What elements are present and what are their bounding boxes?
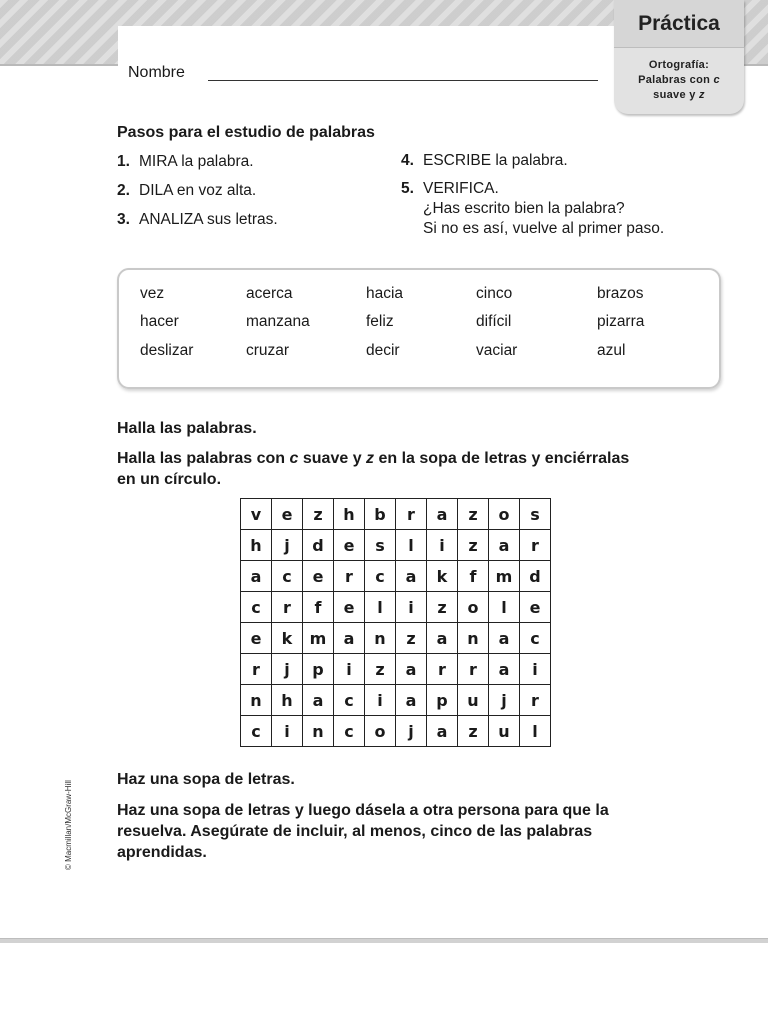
grid-cell[interactable]: a [427,716,458,747]
grid-cell[interactable]: a [241,561,272,592]
grid-cell[interactable]: z [396,623,427,654]
grid-cell[interactable]: c [520,623,551,654]
grid-cell[interactable]: j [489,685,520,716]
grid-cell[interactable]: a [489,623,520,654]
grid-cell[interactable]: l [489,592,520,623]
word: vaciar [476,342,518,359]
grid-cell[interactable]: k [272,623,303,654]
step-4: 4. ESCRIBE la palabra. [401,152,568,169]
grid-cell[interactable]: l [365,592,396,623]
grid-cell[interactable]: r [396,499,427,530]
grid-cell[interactable]: p [303,654,334,685]
practica-title: Práctica [614,0,744,48]
grid-cell[interactable]: f [458,561,489,592]
grid-cell[interactable]: o [365,716,396,747]
grid-cell[interactable]: j [272,654,303,685]
word: deslizar [140,342,194,359]
word: hacer [140,313,179,330]
grid-cell[interactable]: c [334,716,365,747]
word: manzana [246,313,310,330]
grid-cell[interactable]: a [334,623,365,654]
grid-cell[interactable]: a [427,623,458,654]
grid-cell[interactable]: m [303,623,334,654]
grid-cell[interactable]: n [241,685,272,716]
grid-cell[interactable]: a [396,654,427,685]
grid-cell[interactable]: u [458,685,489,716]
practica-subtitle [614,48,744,103]
grid-cell[interactable]: b [365,499,396,530]
grid-cell[interactable]: c [272,561,303,592]
grid-cell[interactable]: e [241,623,272,654]
step-2: 2. DILA en voz alta. [117,182,257,199]
section-title-find: Halla las palabras. [117,420,257,437]
grid-cell[interactable]: j [272,530,303,561]
practica-sub-line3: suave y z [653,89,705,101]
grid-cell[interactable]: k [427,561,458,592]
grid-cell[interactable]: l [396,530,427,561]
word: brazos [597,285,644,302]
grid-cell[interactable]: c [365,561,396,592]
grid-cell[interactable]: n [458,623,489,654]
grid-cell[interactable]: r [520,530,551,561]
grid-row [241,530,551,561]
grid-cell[interactable]: n [365,623,396,654]
grid-cell[interactable]: c [241,592,272,623]
grid-cell[interactable]: z [458,499,489,530]
grid-row [241,716,551,747]
nombre-label: Nombre [128,64,185,81]
grid-cell[interactable]: e [334,530,365,561]
word-search-grid [240,498,551,747]
grid-cell[interactable]: i [427,530,458,561]
word: acerca [246,285,293,302]
grid-cell[interactable]: o [489,499,520,530]
grid-cell[interactable]: i [334,654,365,685]
grid-cell[interactable]: z [458,716,489,747]
grid-cell[interactable]: r [241,654,272,685]
grid-cell[interactable]: a [396,561,427,592]
word-list-box [117,268,721,389]
grid-cell[interactable]: f [303,592,334,623]
grid-cell[interactable]: z [458,530,489,561]
grid-cell[interactable]: i [272,716,303,747]
grid-cell[interactable]: l [520,716,551,747]
grid-cell[interactable]: h [334,499,365,530]
grid-cell[interactable]: p [427,685,458,716]
grid-row [241,685,551,716]
word: hacia [366,285,404,302]
grid-cell[interactable]: m [489,561,520,592]
grid-row [241,654,551,685]
find-instructions: Halla las palabras con c suave y z en la sopa de letras y enciérralas en un círculo. [117,450,630,488]
step-5: 5. VERIFICA. ¿Has escrito bien la palabra? Si no es así, vuelve al primer paso. [401,180,665,237]
copyright: © Macmillan/McGraw-Hill [64,780,73,870]
grid-cell[interactable]: v [241,499,272,530]
nombre-field[interactable] [208,80,598,81]
word: cruzar [246,342,290,359]
grid-cell[interactable]: h [272,685,303,716]
grid-cell[interactable]: r [272,592,303,623]
grid-row [241,592,551,623]
grid-cell[interactable]: z [303,499,334,530]
steps-title: Pasos para el estudio de palabras [117,124,375,141]
grid-cell[interactable]: a [396,685,427,716]
grid-cell[interactable]: i [520,654,551,685]
word: vez [140,285,165,302]
section-title-make: Haz una sopa de letras. [117,771,295,788]
grid-cell[interactable]: s [365,530,396,561]
grid-row [241,623,551,654]
header-panel [118,26,618,96]
word: decir [366,342,400,359]
grid-cell[interactable]: c [334,685,365,716]
grid-cell[interactable]: z [365,654,396,685]
grid-cell[interactable]: i [396,592,427,623]
word: cinco [476,285,513,302]
grid-cell[interactable]: u [489,716,520,747]
grid-cell[interactable]: a [489,654,520,685]
word: pizarra [597,313,645,330]
grid-cell[interactable]: z [427,592,458,623]
grid-row [241,561,551,592]
grid-cell[interactable]: o [458,592,489,623]
make-instructions: Haz una sopa de letras y luego dásela a otra persona para que la resuelva. Asegúrate de incluir, al menos, cinco de las palabras aprendidas. [117,802,609,861]
practica-tab [614,0,744,114]
grid-cell[interactable]: e [520,592,551,623]
footer-rule [0,938,768,943]
grid-cell[interactable]: d [520,561,551,592]
grid-cell[interactable]: a [489,530,520,561]
practica-sub-line1: Ortografía: [648,59,710,71]
step-1: 1. MIRA la palabra. [117,153,254,170]
grid-cell[interactable]: i [365,685,396,716]
practica-sub-line2: Palabras con c [638,74,720,86]
grid-cell[interactable]: d [303,530,334,561]
step-3: 3. ANALIZA sus letras. [117,211,278,228]
grid-cell[interactable]: n [303,716,334,747]
word: azul [597,342,626,359]
word: difícil [476,313,512,330]
grid-cell[interactable]: e [334,592,365,623]
grid-cell[interactable]: e [303,561,334,592]
grid-cell[interactable]: c [241,716,272,747]
grid-cell[interactable]: j [396,716,427,747]
grid-cell[interactable]: e [272,499,303,530]
grid-cell[interactable]: a [427,499,458,530]
grid-cell[interactable]: r [458,654,489,685]
word: feliz [366,313,394,330]
grid-cell[interactable]: a [303,685,334,716]
grid-cell[interactable]: r [334,561,365,592]
grid-cell[interactable]: h [241,530,272,561]
grid-cell[interactable]: r [520,685,551,716]
grid-cell[interactable]: r [427,654,458,685]
grid-row [241,499,551,530]
grid-cell[interactable]: s [520,499,551,530]
